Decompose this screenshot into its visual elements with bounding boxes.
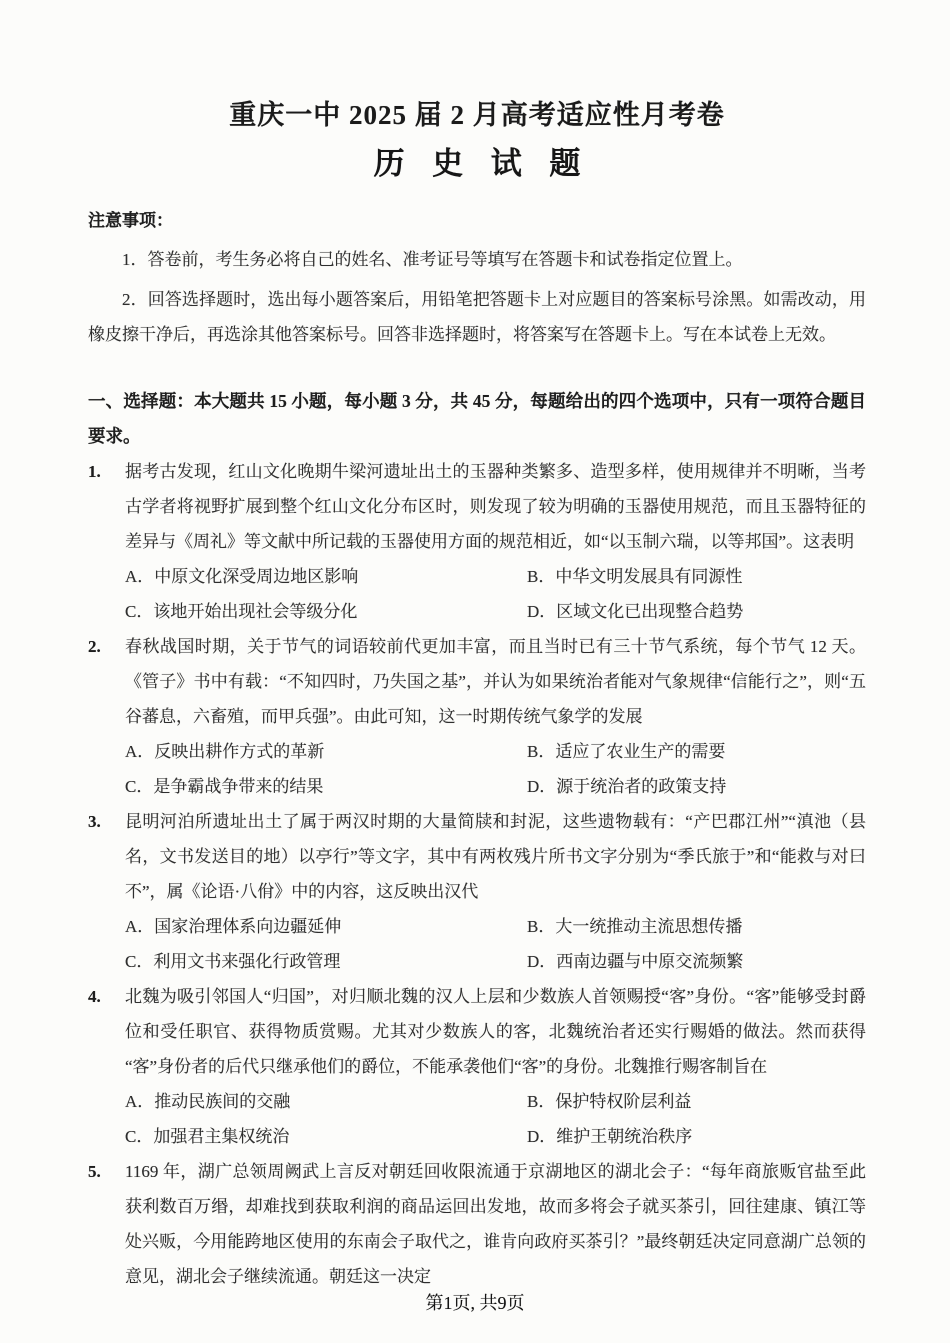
question-stem: 北魏为吸引邻国人“归国”，对归顺北魏的汉人上层和少数族人首领赐授“客”身份。“客”能够受封爵位和受任职官、获得物质赏赐。尤其对少数族人的客，北魏统治者还实行赐婚的做法。然而获得“客”身份者的后代只继承他们的爵位，不能承袭他们“客”的身份。北魏推行赐客制旨在 <box>125 987 866 1076</box>
exam-subject-title: 历 史 试 题 <box>373 146 591 181</box>
question-5 <box>88 1154 866 1294</box>
question-stem: 春秋战国时期，关于节气的词语较前代更加丰富，而且当时已有三十节气系统，每个节气 12 天。《管子》书中有载：“不知四时，乃失国之基”，并认为如果统治者能对气象规律“信能行之”，则“五谷蕃息，六畜殖，而甲兵强”。由此可知，这一时期传统气象学的发展 <box>125 637 866 726</box>
option-d: D．西南边疆与中原交流频繁 <box>527 952 744 971</box>
question-number: 4. <box>88 987 101 1006</box>
question-stem: 1169 年，湖广总领周阙武上言反对朝廷回收限流通于京湖地区的湖北会子：“每年商旅贩官盐至此获利数百万缗，却难找到获取利润的商品运回出发地，故而多将会子就买茶引，回往建康、镇江等处兴贩，今用能跨地区使用的东南会子取代之，谁肯向政府买茶引？”最终朝廷决定同意湖广总领的意见，湖北会子继续流通。朝廷这一决定 <box>125 1162 866 1286</box>
question-options <box>125 559 866 629</box>
notice-heading: 注意事项： <box>88 211 173 230</box>
option-a: A．推动民族间的交融 <box>125 1092 291 1111</box>
question-number: 1. <box>88 462 101 481</box>
question-options <box>125 909 866 979</box>
question-1 <box>88 454 866 629</box>
exam-title: 重庆一中 2025 届 2 月高考适应性月考卷 <box>229 100 725 130</box>
question-number: 3. <box>88 812 101 831</box>
option-b: B．适应了农业生产的需要 <box>527 742 726 761</box>
option-b: B．大一统推动主流思想传播 <box>527 917 743 936</box>
question-stem: 据考古发现，红山文化晚期牛梁河遗址出土的玉器种类繁多、造型多样，使用规律并不明晰，当考古学者将视野扩展到整个红山文化分布区时，则发现了较为明确的玉器使用规范，而且玉器特征的差异与《周礼》等文献中所记载的玉器使用方面的规范相近，如“以玉制六瑞，以等邦国”。这表明 <box>125 462 866 551</box>
question-options <box>125 734 866 804</box>
page-number: 第1页, 共9页 <box>425 1293 525 1313</box>
question-number: 5. <box>88 1162 101 1181</box>
option-b: B．中华文明发展具有同源性 <box>527 567 743 586</box>
question-2 <box>88 629 866 804</box>
question-stem: 昆明河泊所遗址出土了属于两汉时期的大量简牍和封泥，这些遗物载有：“产巴郡江州”“滇池（县名，文书发送目的地）以亭行”等文字，其中有两枚残片所书文字分别为“季氏旅于”和“能救与对曰不”，属《论语·八佾》中的内容，这反映出汉代 <box>125 812 866 901</box>
option-a: A．反映出耕作方式的革新 <box>125 742 325 761</box>
option-c: C．是争霸战争带来的结果 <box>125 777 324 796</box>
question-3 <box>88 804 866 979</box>
page-footer <box>0 1289 950 1315</box>
option-b: B．保护特权阶层利益 <box>527 1092 692 1111</box>
notice-item-1: 1．答卷前，考生务必将自己的姓名、准考证号等填写在答题卡和试卷指定位置上。 <box>122 250 743 269</box>
option-d: D．源于统治者的政策支持 <box>527 777 727 796</box>
question-options <box>125 1084 866 1154</box>
option-c: C．加强君主集权统治 <box>125 1127 290 1146</box>
notice-section <box>88 205 866 352</box>
section-heading: 一、选择题：本大题共 15 小题，每小题 3 分，共 45 分，每题给出的四个选项中，只有一项符合题目要求。 <box>88 391 866 446</box>
option-a: A．中原文化深受周边地区影响 <box>125 567 359 586</box>
option-a: A．国家治理体系向边疆延伸 <box>125 917 342 936</box>
notice-item-2: 2．回答选择题时，选出每小题答案后，用铅笔把答题卡上对应题目的答案标号涂黑。如需改动，用橡皮擦干净后，再选涂其他答案标号。回答非选择题时，将答案写在答题卡上。写在本试卷上无效。 <box>88 290 866 344</box>
option-c: C．该地开始出现社会等级分化 <box>125 602 358 621</box>
option-d: D．维护王朝统治秩序 <box>527 1127 693 1146</box>
question-number: 2. <box>88 637 101 656</box>
option-d: D．区域文化已出现整合趋势 <box>527 602 744 621</box>
option-c: C．利用文书来强化行政管理 <box>125 952 341 971</box>
question-4 <box>88 979 866 1154</box>
